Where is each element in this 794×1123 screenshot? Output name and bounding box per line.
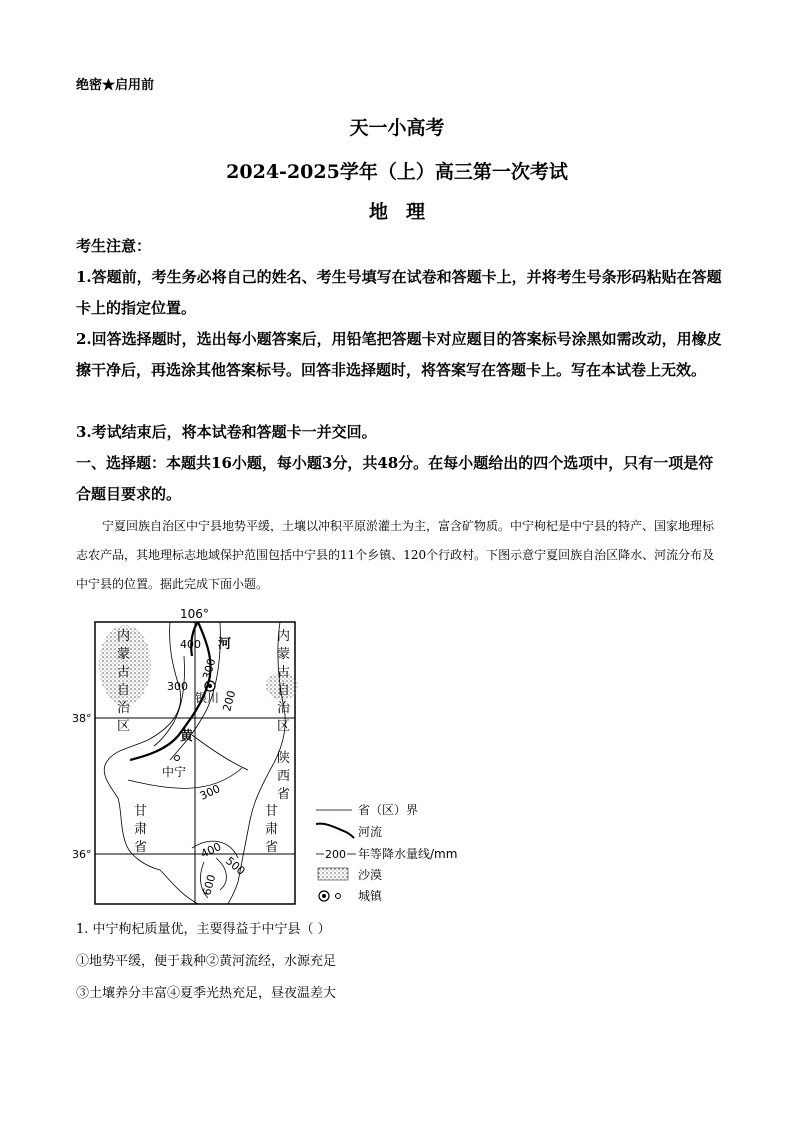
isoline-label-300-left: 300 [167,680,188,693]
region-label-gansu-right [265,803,278,855]
isoline-label-600: 600 [200,873,219,897]
svg-text:古: 古 [117,665,131,680]
svg-text:陕: 陕 [277,751,291,766]
river-label-he: 河 [218,637,232,652]
svg-text:内: 内 [277,629,291,644]
isoline-label-300-mid: 300 [197,782,223,803]
svg-text:区: 区 [117,719,131,734]
section-heading: 一、选择题：本题共16小题，每小题3分，共48分。在每小题给出的四个选项中，只有一项是符合题目要求的。 [76,454,714,503]
isoline-label-200-tilted: 200 [220,689,239,713]
city-label-yinchuan: 银川 [195,691,220,705]
svg-text:省: 省 [265,840,279,855]
svg-text:蒙: 蒙 [277,647,291,662]
subject-title: 地理 [368,201,443,223]
city-label-zhongning: 中宁 [162,765,187,779]
notice-heading: 考生注意： [76,237,152,255]
svg-text:自: 自 [277,683,291,698]
reading-passage: 宁夏回族自治区中宁县地势平缓，土壤以冲积平原淤灌土为主，富含矿物质。中宁枸杞是中宁县的特产、国家地理标志农产品，其地理标志地域保护范围包括中宁县的11个乡镇、120个行政村。下图示意宁夏回族自治区降水、河流分布及中宁县的位置。据此完成下面小题。 [76,519,715,591]
notice-item-3: 3.考试结束后，将本试卷和答题卡一并交回。 [76,423,377,441]
svg-text:肃: 肃 [265,822,279,837]
map-legend [316,802,457,903]
legend-desert-swatch [318,868,348,880]
latitude-36-label: 36° [72,848,92,861]
legend-border-label: 省（区）界 [358,803,419,817]
region-label-gansu-left [134,803,147,855]
exam-title: 2024-2025学年（上）高三第一次考试 [226,161,568,183]
isoline-label-300-tilted: 300 [200,657,219,681]
legend-desert-label: 沙漠 [358,868,383,882]
svg-text:省: 省 [134,840,148,855]
svg-text:省: 省 [277,787,291,802]
question-1-options-line1: ①地势平缓，便于栽种②黄河流经，水源充足 [76,954,337,969]
ningxia-map [70,600,490,915]
zhongning-town-icon [175,756,180,761]
svg-text:甘: 甘 [265,804,279,819]
svg-text:自: 自 [117,683,131,698]
legend-city-label: 城镇 [358,889,383,903]
question-1-options-line2: ③土壤养分丰富④夏季光热充足，昼夜温差大 [76,986,337,1001]
legend-town-icon [336,894,341,899]
svg-text:区: 区 [277,719,291,734]
svg-text:治: 治 [117,701,131,716]
svg-text:蒙: 蒙 [117,647,131,662]
svg-text:治: 治 [277,701,291,716]
river-label-huang: 黄 [180,729,194,744]
legend-isoline-value: 200 [325,848,346,861]
isoline-label-400-top: 400 [180,638,201,651]
notice-item-1: 1.答题前，考生务必将自己的姓名、考生号填写在试卷和答题卡上，并将考生号条形码粘贴在答题卡上的指定位置。 [76,268,722,317]
question-1-stem: 1. 中宁枸杞质量优，主要得益于中宁县（ ） [76,922,331,937]
svg-text:西: 西 [277,769,291,784]
svg-text:肃: 肃 [134,822,148,837]
legend-river-swatch [316,824,354,838]
isoline-label-500: 500 [223,854,248,878]
svg-text:内: 内 [117,629,131,644]
notice-item-2: 2.回答选择题时，选出每小题答案后，用铅笔把答题卡对应题目的答案标号涂黑如需改动，用橡皮擦干净后，再选涂其他答案标号。回答非选择题时，将答案写在答题卡上。写在本试卷上无效。 [76,330,722,379]
confidential-mark: 绝密★启用前 [76,78,155,93]
legend-isoline-label: 年等降水量线/mm [358,847,458,861]
exam-series-title: 天一小高考 [349,117,445,139]
region-label-shaanxi [277,750,290,802]
svg-text:甘: 甘 [134,804,148,819]
svg-text:古: 古 [277,665,291,680]
legend-river-label: 河流 [358,825,383,839]
longitude-106-label: 106° [180,607,209,621]
isoline-label-400-bottom: 400 [198,840,224,861]
latitude-38-label: 38° [72,712,92,725]
